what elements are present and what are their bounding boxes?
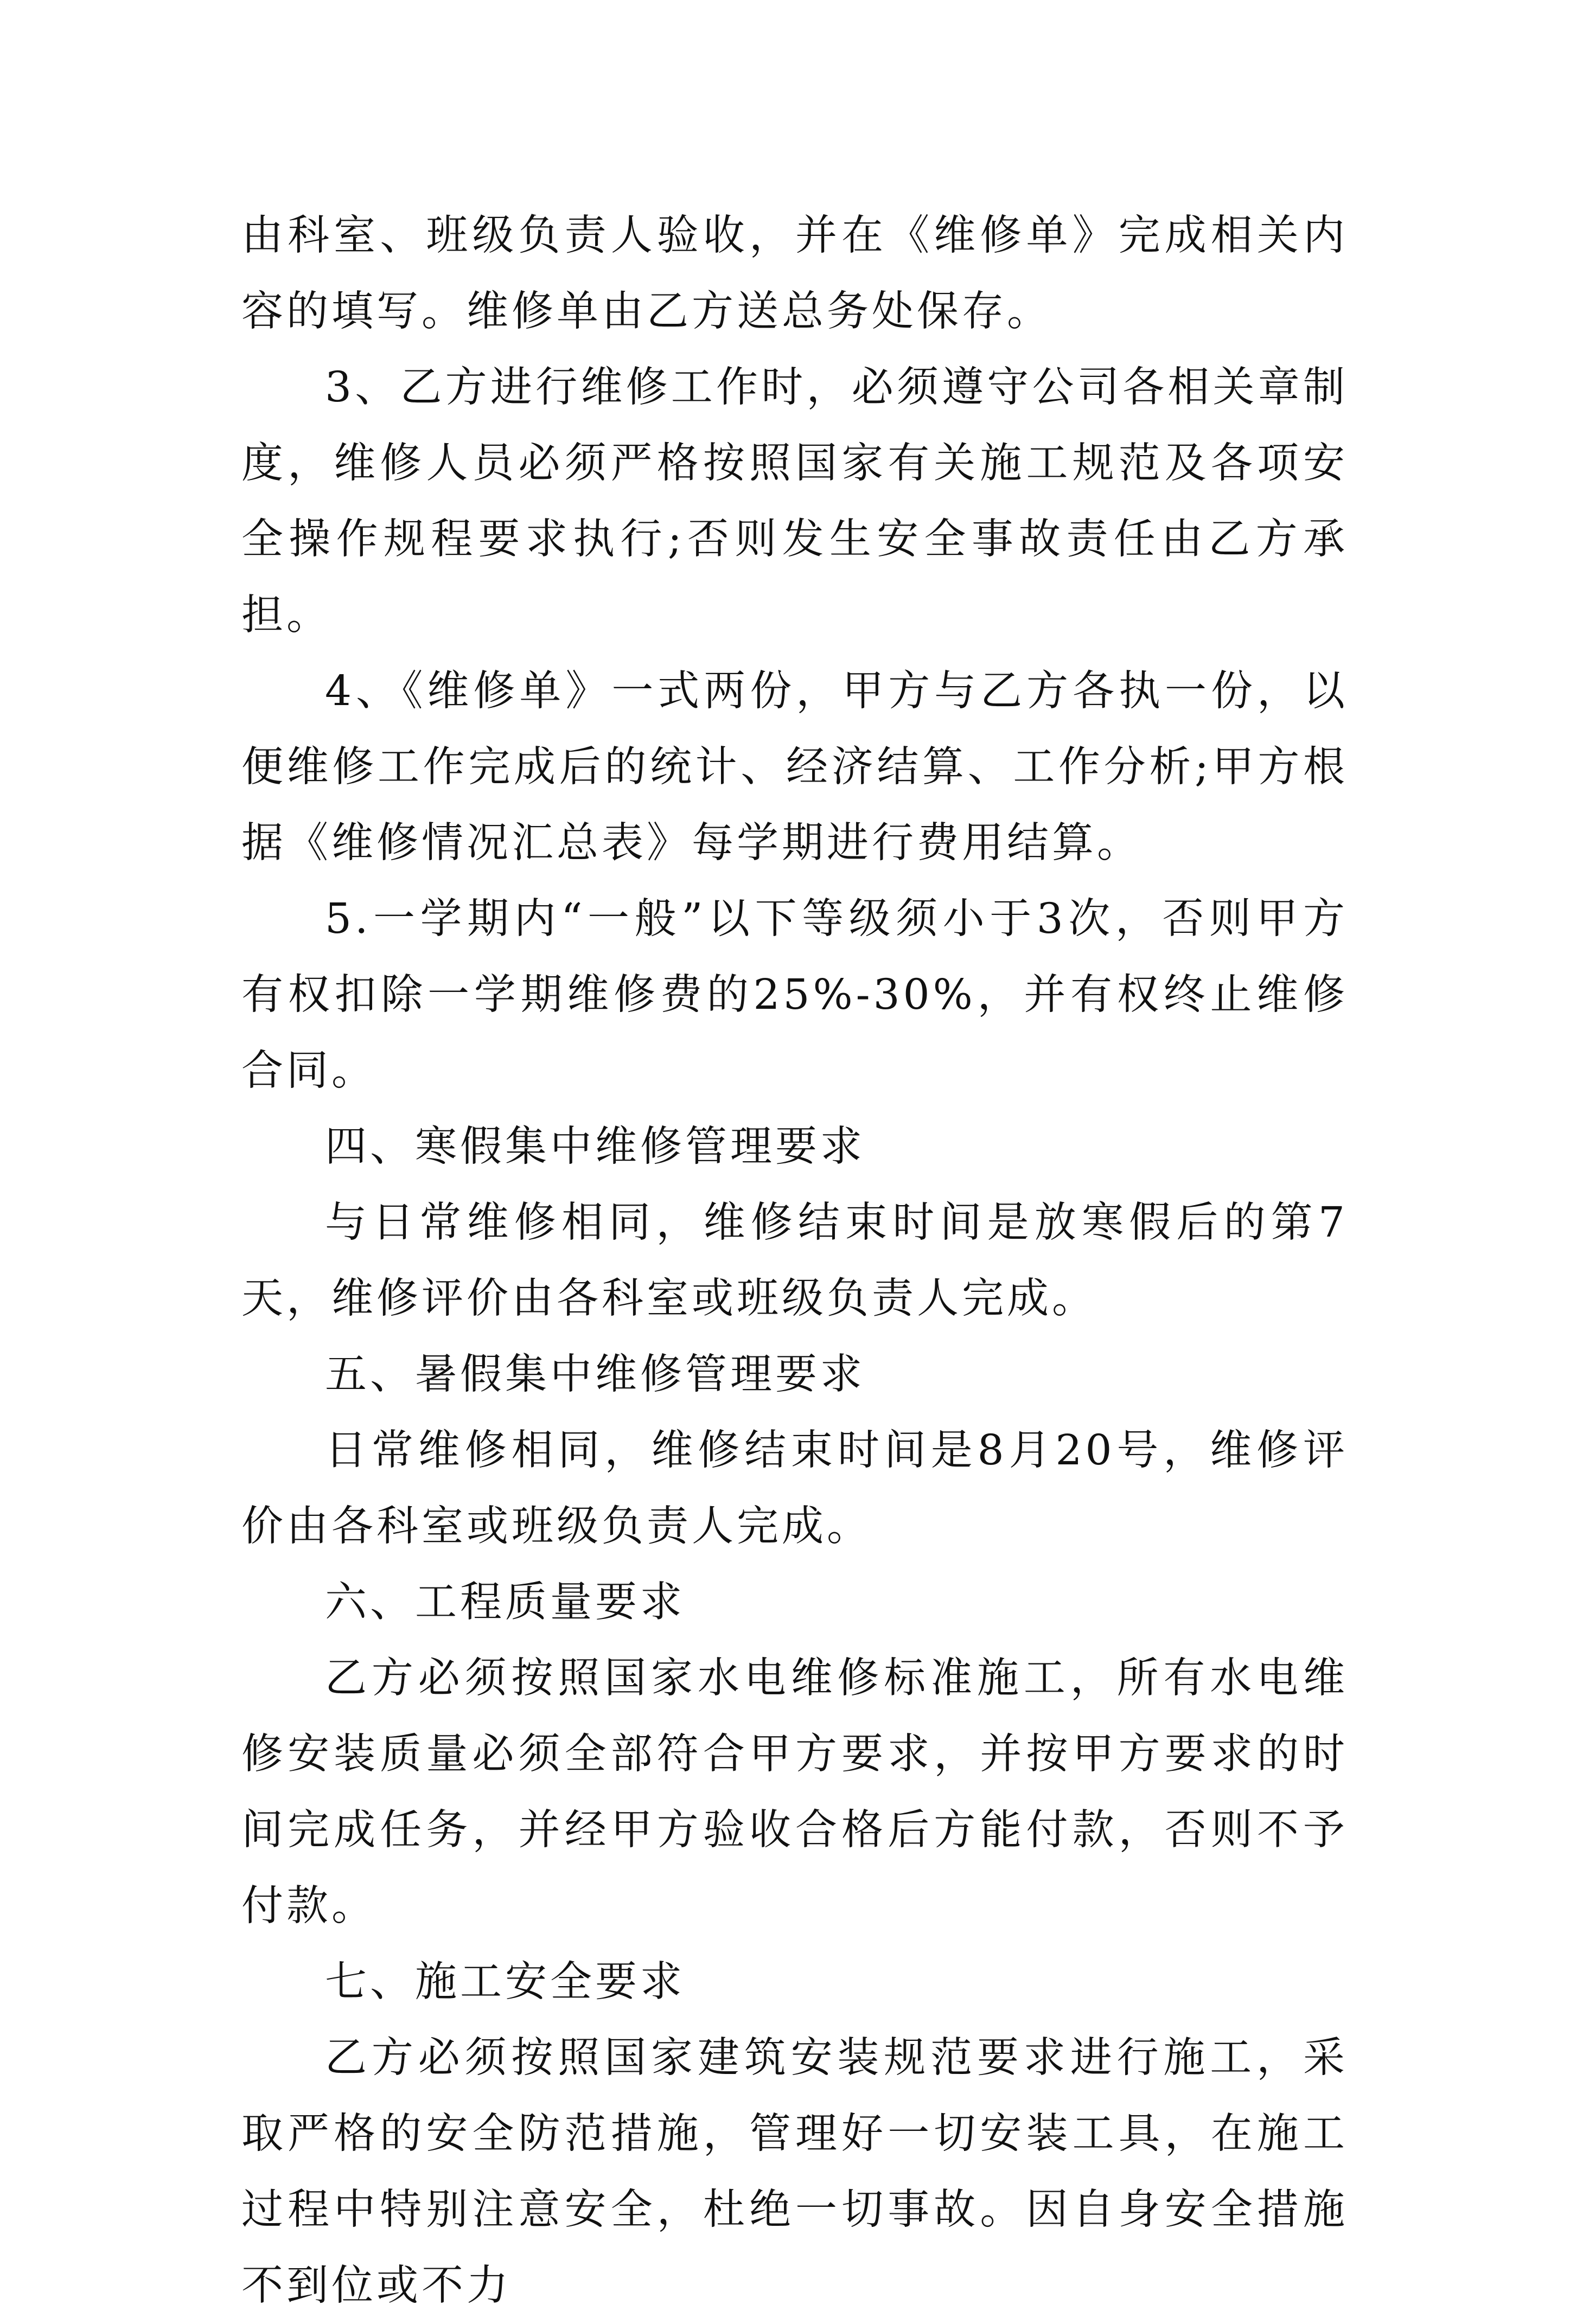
paragraph-item-5: 5.一学期内“一般”以下等级须小于3次，否则甲方有权扣除一学期维修费的25%-30%，并有权终止维修合同。 xyxy=(241,895,1348,1095)
paragraph-winter-maintenance: 与日常维修相同，维修结束时间是放寒假后的第7天，维修评价由各科室或班级负责人完成。 xyxy=(241,1199,1348,1323)
section-heading-safety: 七、施工安全要求 xyxy=(325,1958,685,2006)
paragraph-item-4: 4、《维修单》一式两份，甲方与乙方各执一份，以便维修工作完成后的统计、经济结算、工作分析;甲方根据《维修情况汇总表》每学期进行费用结算。 xyxy=(241,667,1348,867)
section-heading-quality: 六、工程质量要求 xyxy=(325,1578,685,1627)
paragraph-summer-maintenance: 日常维修相同，维修结束时间是8月20号，维修评价由各科室或班级负责人完成。 xyxy=(241,1426,1348,1551)
paragraph-item-3: 3、乙方进行维修工作时，必须遵守公司各相关章制度，维修人员必须严格按照国家有关施工规范及各项安全操作规程要求执行;否则发生安全事故责任由乙方承担。 xyxy=(241,363,1348,639)
section-heading-winter-maintenance: 四、寒假集中维修管理要求 xyxy=(325,1123,865,1171)
document-body xyxy=(241,198,1348,2324)
paragraph-safety: 乙方必须按照国家建筑安装规范要求进行施工，采取严格的安全防范措施，管理好一切安装工具，在施工过程中特别注意安全，杜绝一切事故。因自身安全措施不到位或不力 xyxy=(241,2034,1348,2310)
paragraph-quality: 乙方必须按照国家水电维修标准施工，所有水电维修安装质量必须全部符合甲方要求，并按甲方要求的时间完成任务，并经甲方验收合格后方能付款，否则不予付款。 xyxy=(241,1654,1348,1930)
paragraph-acceptance-continuation: 由科室、班级负责人验收，并在《维修单》完成相关内容的填写。维修单由乙方送总务处保存。 xyxy=(241,212,1348,336)
section-heading-summer-maintenance: 五、暑假集中维修管理要求 xyxy=(325,1350,865,1399)
